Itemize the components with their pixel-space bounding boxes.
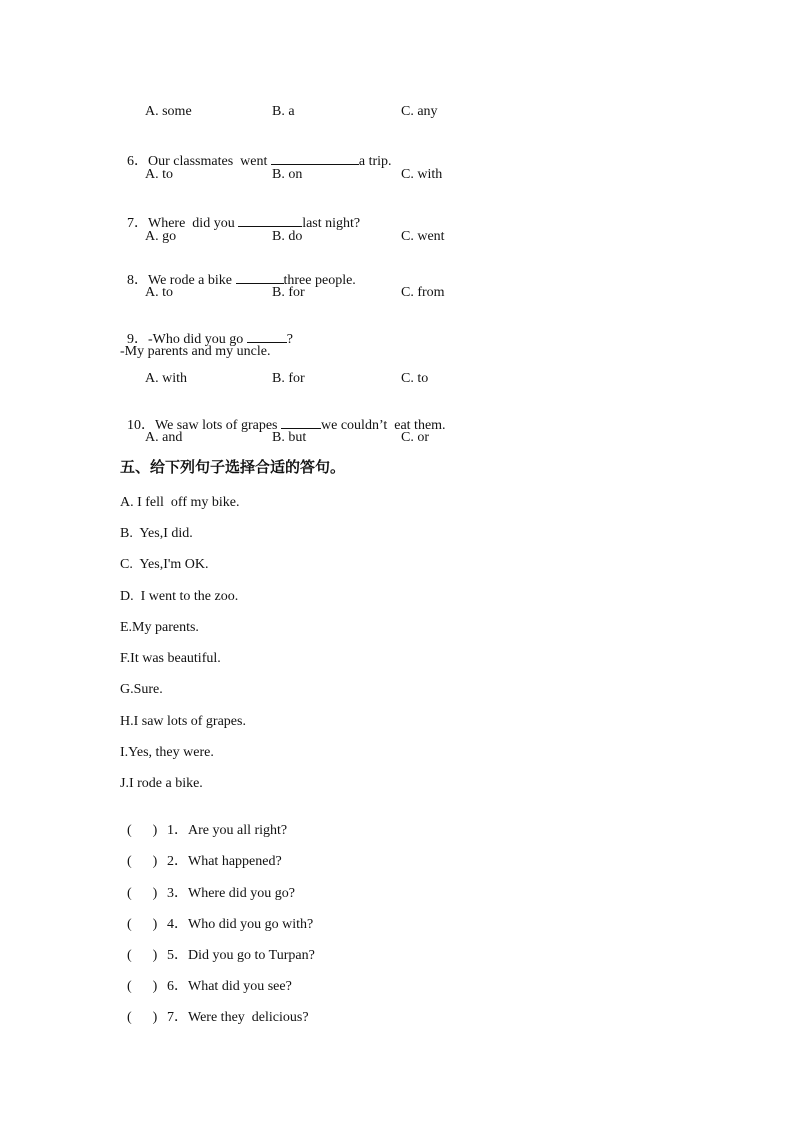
answer-choice-d: D. I went to the zoo. [120, 589, 239, 604]
q10-number: 10． [127, 418, 155, 433]
question-number: 5． [167, 948, 188, 963]
answer-choice-b: B. Yes,I did. [120, 526, 193, 541]
q7-text-after: last night? [302, 216, 361, 231]
match-question-5 [120, 932, 315, 964]
q8-option-a: A. to [145, 285, 173, 300]
question-text: Were they delicious? [188, 1010, 309, 1025]
q6-stem [120, 136, 392, 170]
q7-option-c: C. went [401, 229, 445, 244]
q10-text-after: we couldn’t eat them. [321, 418, 446, 433]
answer-paren[interactable]: ( ) [127, 854, 158, 869]
answer-choice-h: H.I saw lots of grapes. [120, 714, 246, 729]
answer-choice-c: C. Yes,I'm OK. [120, 557, 209, 572]
answer-paren[interactable]: ( ) [127, 823, 158, 838]
q5-option-b: B. a [272, 104, 295, 119]
q9-options [145, 371, 545, 387]
question-text: Who did you go with? [188, 917, 314, 932]
q10-option-b: B. but [272, 430, 307, 445]
q8-number: 8． [127, 273, 148, 288]
question-text: Are you all right? [188, 823, 288, 838]
q7-option-b: B. do [272, 229, 303, 244]
q7-stem [120, 198, 360, 232]
answer-choice-g: G.Sure. [120, 682, 163, 697]
question-text: What did you see? [188, 979, 292, 994]
match-question-4 [120, 901, 313, 933]
match-question-7 [120, 994, 309, 1026]
answer-choice-i: I.Yes, they were. [120, 745, 214, 760]
q8-option-b: B. for [272, 285, 305, 300]
answer-paren[interactable]: ( ) [127, 948, 158, 963]
q10-option-c: C. or [401, 430, 429, 445]
answer-paren[interactable]: ( ) [127, 979, 158, 994]
answer-choice-e: E.My parents. [120, 620, 199, 635]
q10-options [145, 430, 545, 446]
question-number: 4． [167, 917, 188, 932]
match-question-2 [120, 838, 282, 870]
match-question-1 [120, 807, 287, 839]
q9-text-after: ? [286, 332, 293, 347]
q7-options [145, 229, 545, 245]
q9-option-b: B. for [272, 371, 305, 386]
question-text: Did you go to Turpan? [188, 948, 315, 963]
answer-choice-j: J.I rode a bike. [120, 776, 203, 791]
q5-option-c: C. any [401, 104, 438, 119]
match-question-3 [120, 870, 295, 902]
q6-text-before: Our classmates went [148, 154, 271, 169]
question-number: 3． [167, 886, 188, 901]
q5-option-a: A. some [145, 104, 192, 119]
q8-text-after: three people. [283, 273, 356, 288]
q6-option-b: B. on [272, 167, 303, 182]
answer-choice-f: F.It was beautiful. [120, 651, 221, 666]
q7-number: 7． [127, 216, 148, 231]
q7-text-before: Where did you [148, 216, 239, 231]
question-text: What happened? [188, 854, 282, 869]
answer-paren[interactable]: ( ) [127, 886, 158, 901]
q9-stem [120, 314, 293, 348]
q10-text-before: We saw lots of grapes [155, 418, 282, 433]
q9-option-a: A. with [145, 371, 187, 386]
q6-options [145, 167, 545, 183]
q9-option-c: C. to [401, 371, 429, 386]
q8-stem [120, 255, 356, 289]
q6-option-a: A. to [145, 167, 173, 182]
q9-number: 9． [127, 332, 148, 347]
match-question-6 [120, 963, 292, 995]
q9-text-before: -Who did you go [148, 332, 247, 347]
q9-blank[interactable] [247, 330, 287, 343]
q5-options [145, 104, 545, 120]
q8-text-before: We rode a bike [148, 273, 236, 288]
q10-option-a: A. and [145, 430, 183, 445]
q10-stem [120, 400, 446, 434]
q10-blank[interactable] [281, 416, 321, 429]
q6-number: 6． [127, 154, 148, 169]
answer-choice-a: A. I fell off my bike. [120, 495, 240, 510]
question-number: 6． [167, 979, 188, 994]
q6-text-after: a trip. [358, 154, 392, 169]
question-number: 2． [167, 854, 188, 869]
q8-blank[interactable] [236, 271, 284, 284]
q6-blank[interactable] [271, 152, 359, 165]
q6-option-c: C. with [401, 167, 443, 182]
q8-options [145, 285, 545, 301]
question-number: 7． [167, 1010, 188, 1025]
q9-answer-line: -My parents and my uncle. [120, 344, 271, 359]
question-number: 1． [167, 823, 188, 838]
answer-paren[interactable]: ( ) [127, 917, 158, 932]
answer-paren[interactable]: ( ) [127, 1010, 158, 1025]
section5-heading: 五、给下列句子选择合适的答句。 [120, 458, 346, 476]
q8-option-c: C. from [401, 285, 445, 300]
q7-blank[interactable] [238, 214, 302, 227]
q7-option-a: A. go [145, 229, 177, 244]
question-text: Where did you go? [188, 886, 295, 901]
